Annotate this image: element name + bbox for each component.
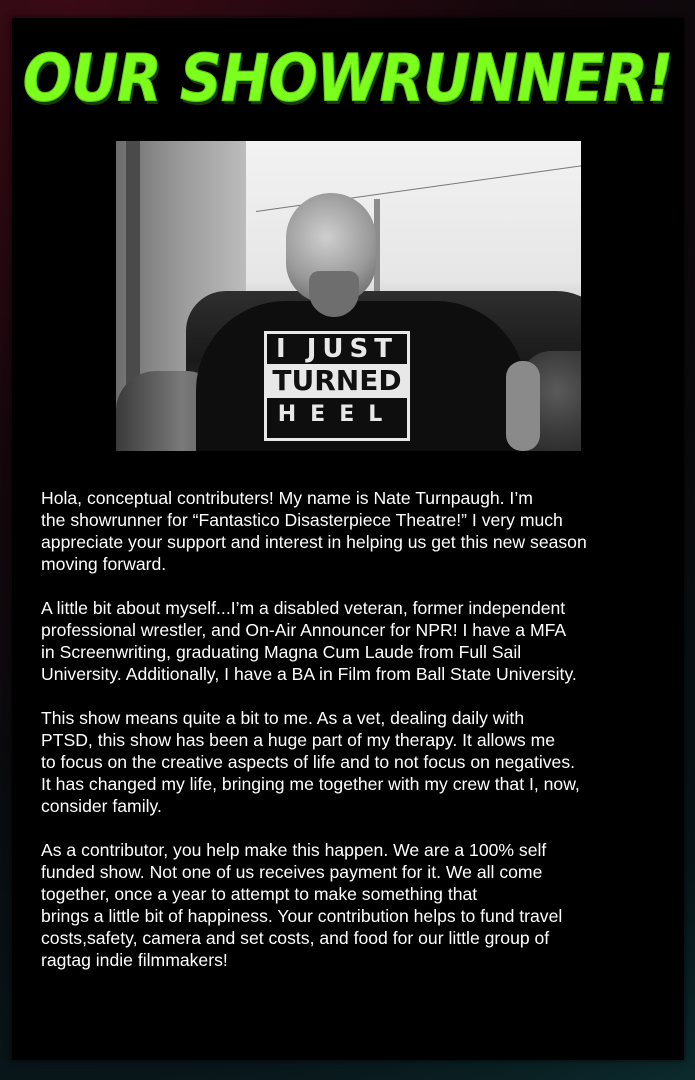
photo-right-arm (506, 361, 540, 451)
showrunner-photo (116, 141, 581, 451)
bio-text (41, 487, 667, 993)
page-title: OUR SHOWRUNNER! (22, 39, 673, 117)
shirt-line-2: TURNED (267, 364, 407, 398)
shirt-line-1: I JUST (276, 334, 398, 364)
shirt-print (264, 331, 410, 441)
bio-paragraph-about: A little bit about myself...I’m a disabled veteran, former independent professional wrestler, and On-Air Announcer for NPR! I have a MFA in Screenwriting, graduating Magna Cum Laude from Full Sail University. Additionally, I have a BA in Film from Ball State University. (41, 598, 577, 684)
shirt-line-3: HEEL (277, 402, 397, 427)
bio-paragraph-meaning: This show means quite a bit to me. As a vet, dealing daily with PTSD, this show has been a huge part of my therapy. It allows me to focus on the creative aspects of life and to not focus on negatives. It has changed my life, bringing me together with my crew that I, now, consider family. (41, 708, 580, 816)
bio-paragraph-contribution: As a contributor, you help make this happen. We are a 100% self funded show. Not one of us receives payment for it. We all come together, once a year to attempt to make something that brings a little bit of happiness. Your contribution helps to fund travel costs,safety, camera and set costs, and food for our little group of ragtag indie filmmakers! (41, 840, 563, 970)
bio-paragraph-intro: Hola, conceptual contributers! My name is Nate Turnpaugh. I’m the showrunner for “Fantastico Disasterpiece Theatre!” I very much appreciate your support and interest in helping us get this new season moving forward. (41, 488, 587, 574)
